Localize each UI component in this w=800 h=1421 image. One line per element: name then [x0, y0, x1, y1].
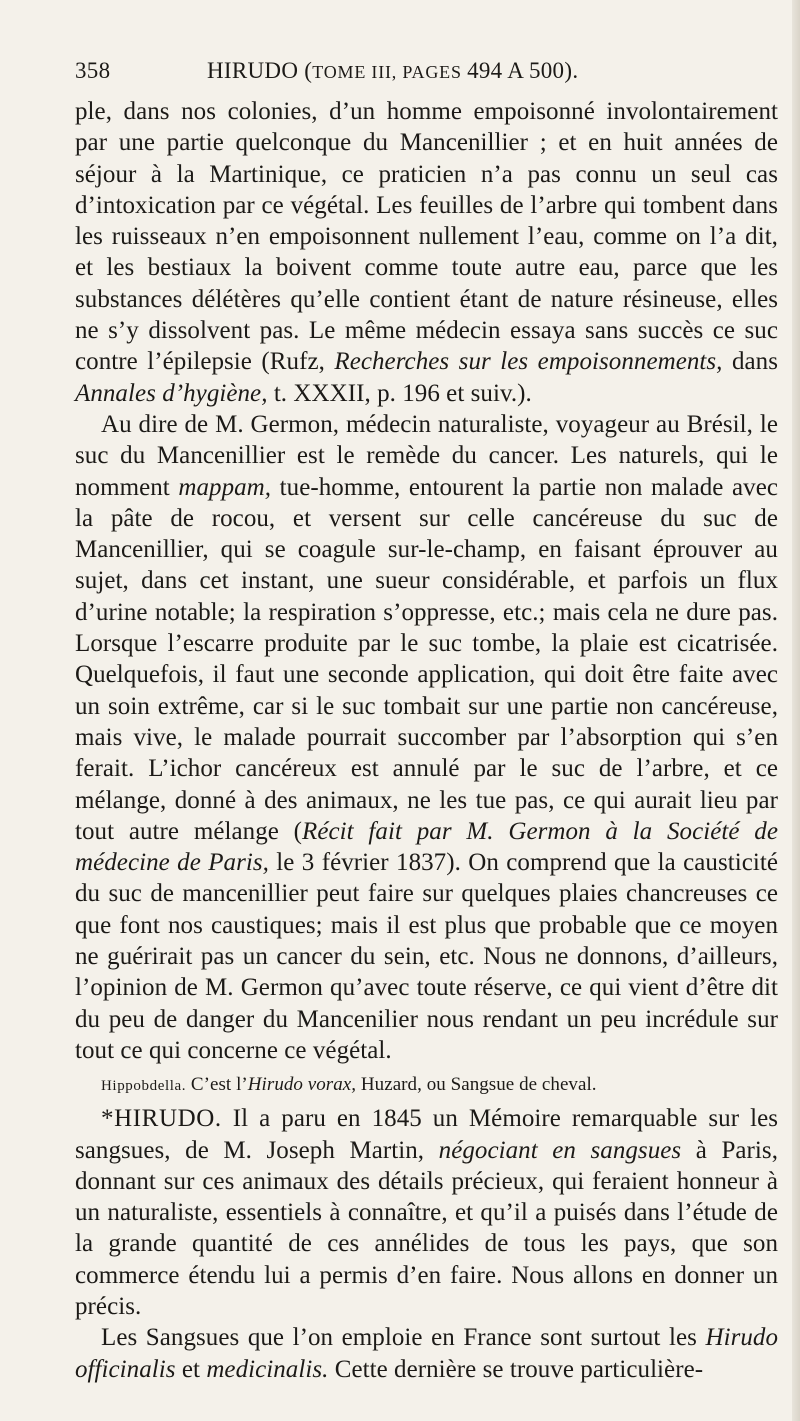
page-number: 358 — [75, 58, 111, 83]
entry-hippobdella: Hippobdella. C’est l’Hirudo vorax, Huzard, ou Sangsue de cheval. — [101, 1074, 597, 1096]
paragraph-mancenillier-end: ple, dans nos colonies, d’un homme empoisonné involontairement par une partie quelconque du Mancenillier ; et en huit années de séjour à la Martinique, ce praticien n’a pas connu un seul cas d’intoxication par ce végétal. Les feuilles de l’arbre qui tombent dans les ruisseaux n’en empoisonnent nullement l’eau, comme on l’a dit, et les bestiaux la boivent comme toute autre eau, parce que les substances délétères qu’elle contient étant de nature résineuse, elles ne s’y dissolvent pas. Le même médecin essaya sans succès ce suc contre l’épilepsie (Rufz, Recherches sur les empoisonnements, dans Annales d’hygiène, t. XXXII, p. 196 et suiv.). — [75, 98, 779, 407]
scan-edge-shadow — [792, 0, 800, 1421]
entry-hirudo: *HIRUDO. Il a paru en 1845 un Mémoire remarquable sur les sangsues, de M. Joseph Martin, négociant en sangsues à Paris, donnant sur ces animaux des détails précieux, qui feraient honneur à un naturaliste, essentiels à connaître, et qu’il a puisés dans l’étude de la grande quantité de ces annélides de tous les pays, que son commerce étendu lui a permis d’en faire. Nous allons en donner un précis. — [75, 1105, 779, 1320]
body-text — [75, 96, 778, 1385]
paragraph-germon: Au dire de M. Germon, médecin naturaliste, voyageur au Brésil, le suc du Mancenillier est le remède du cancer. Les naturels, qui le nomment mappam, tue-homme, entourent la partie non malade avec la pâte de rocou, et versent sur celle cancéreuse du suc de Mancenillier, qui se coagule sur-le-champ, en faisant éprouver au sujet, dans cet instant, une sueur considérable, et parfois un flux d’urine notable; la respiration s’oppresse, etc.; mais cela ne dure pas. Lorsque l’escarre produite par le suc tombe, la plaie est cicatrisée. Quelquefois, il faut une seconde application, qui doit être faite avec un soin extrême, car si le suc tombait sur une partie non cancéreuse, mais vive, le malade pourrait succomber par l’absorption qui s’en ferait. L’ichor cancéreux est annulé par le suc de l’arbre, et ce mélange, donné à des animaux, ne les tue pas, ce qui aurait lieu par tout autre mélange (Récit fait par M. Germon à la Société de médecine de Paris, le 3 février 1837). On comprend que la causticité du suc de mancenillier peut faire sur quelques plaies chancreuses ce que font nos caustiques; mais il est plus que probable que ce moyen ne guérirait pas un cancer du sein, etc. Nous ne donnons, d’ailleurs, l’opinion de M. Germon qu’avec toute réserve, ce qui vient d’être dit du peu de danger du Mancenilier nous rendant un peu incrédule sur tout ce qui concerne ce végétal. — [75, 410, 778, 1064]
headword-hirudo: *HIRUDO. — [101, 1105, 222, 1133]
running-title: HIRUDO (TOME III, PAGES 494 A 500). — [207, 58, 579, 83]
running-head — [75, 58, 778, 94]
paragraph-sangsues: Les Sangsues que l’on emploie en France sont surtout les Hirudo officinalis et medicinalis. Cette dernière se trouve particulière- — [75, 1324, 778, 1383]
headword-hippobdella: Hippobdella. — [101, 1078, 187, 1095]
